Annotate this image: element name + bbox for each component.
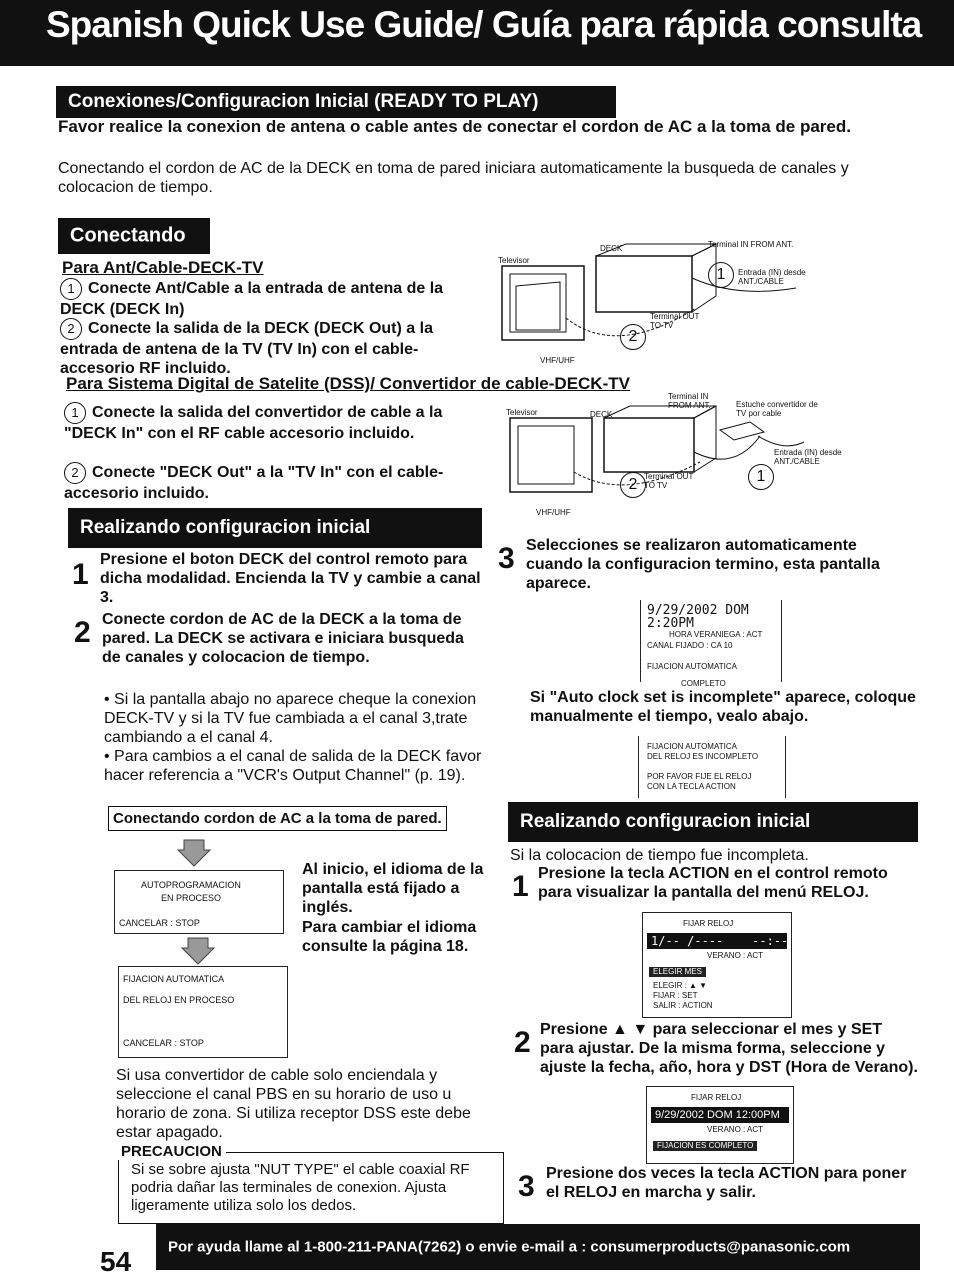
step-marker: 1 — [60, 278, 82, 300]
terminal-in-label: Terminal IN FROM ANT. — [708, 240, 794, 249]
screen-title: FIJAR RELOJ — [683, 919, 734, 928]
step-number: 3 — [498, 542, 515, 575]
setup-heading: Realizando configuracion inicial — [80, 517, 371, 538]
screen-line: FIJACION AUTOMATICA — [647, 742, 737, 751]
setup-step2: Conecte cordon de AC de la DECK a la toma de pared. La DECK se activara e iniciara busqueda de canales y colocacion de tiempo. — [102, 611, 464, 666]
incomplete-note: Si "Auto clock set is incomplete" aparece, coloque manualmente el tiempo, vealo abajo. — [530, 689, 916, 725]
page-number: 54 — [100, 1246, 132, 1277]
caution-text: Si se sobre ajusta "NUT TYPE" el cable coaxial RF podria dañar las terminales de conexion. Ajusta ligeramente utiliza solo los dedos. — [131, 1161, 470, 1214]
screen-line: COMPLETO — [681, 679, 726, 688]
marker-1: 1 — [708, 262, 734, 288]
screen-line: ELEGIR : ▲ ▼ — [653, 981, 708, 990]
step-number: 2 — [514, 1026, 531, 1059]
screen-line: CANCELAR : STOP — [123, 1038, 204, 1048]
step-text: Conecte Ant/Cable a la entrada de antena de la DECK (DECK In) — [60, 280, 444, 318]
screen-line: HORA VERANIEGA : ACT — [669, 630, 763, 639]
diagram-drawing — [496, 238, 826, 373]
conectando-heading: Conectando — [70, 224, 186, 247]
connection-diagram-2 — [504, 392, 850, 517]
entrada-label: Entrada (IN) desde ANT./CABLE — [774, 448, 842, 466]
screen-line: VERANO : ACT — [707, 1125, 764, 1134]
sub2-step1 — [64, 402, 484, 443]
marker-2: 2 — [620, 324, 646, 350]
screen-time: 9/29/2002 DOM 2:20PM — [647, 603, 749, 631]
sub1-step1 — [60, 278, 480, 319]
screen-line: POR FAVOR FIJE EL RELOJ — [647, 772, 752, 781]
autoprogram-screen — [114, 870, 284, 934]
setup-step3: Selecciones se realizaron automaticamente cuando la configuracion termino, esta pantalla aparece. — [526, 537, 880, 592]
step-number: 1 — [72, 558, 89, 591]
setup-step1: Presione el boton DECK del control remoto para dicha modalidad. Encienda la TV y cambie a canal 3. — [100, 551, 481, 606]
marker-1: 1 — [748, 464, 774, 490]
screen-line: CON LA TECLA ACTION — [647, 782, 736, 791]
step-number: 3 — [518, 1170, 535, 1203]
step-marker: 2 — [60, 318, 82, 340]
screen-line: EN PROCESO — [161, 893, 222, 903]
marker-2: 2 — [620, 472, 646, 498]
boxed-heading: Conectando cordon de AC a la toma de pared. — [108, 806, 447, 831]
sub1-step2 — [60, 318, 480, 378]
screen-line: FIJAR : SET — [653, 991, 698, 1000]
setup2-step3: Presione dos veces la tecla ACTION para poner el RELOJ en marcha y salir. — [546, 1165, 907, 1201]
sub2-heading: Para Sistema Digital de Satelite (DSS)/ Convertidor de cable-DECK-TV — [66, 374, 630, 393]
screen-title: FIJAR RELOJ — [691, 1093, 742, 1102]
auto-clock-screen — [118, 966, 288, 1058]
language-note: Al inicio, el idioma de la pantalla está fijado a inglés. — [302, 861, 484, 916]
deck-label: DECK — [600, 244, 623, 253]
conectando-heading-bar — [58, 218, 210, 254]
warning-text: Favor realice la conexion de antena o cable antes de conectar el cordon de AC a la toma de pared. — [58, 117, 851, 136]
intro-text: Conectando el cordon de AC de la DECK en toma de pared iniciara automaticamente la busqueda de canales y colocacion de tiempo. — [58, 160, 849, 196]
tv-label: Televisor — [506, 408, 538, 417]
clock-menu-screen — [642, 912, 792, 1018]
language-note-2: Para cambiar el idioma consulte la página 18. — [302, 919, 477, 955]
estuche-label: Estuche convertidor de TV por cable — [736, 400, 818, 418]
section-heading-bar — [56, 86, 616, 118]
step-text: Conecte la salida del convertidor de cable a la "DECK In" con el RF cable accesorio incluido. — [64, 404, 443, 442]
vhf-label: VHF/UHF — [540, 356, 575, 365]
clock-incomplete-screen — [638, 736, 786, 798]
screen-date: 1/-- /---- --:-- — [647, 933, 787, 949]
screen-line: DEL RELOJ EN PROCESO — [123, 995, 235, 1005]
deck-label: DECK — [590, 410, 613, 419]
tv-label: Televisor — [498, 256, 530, 265]
down-arrow-icon — [176, 838, 212, 868]
entrada-label: Entrada (IN) desde ANT./CABLE — [738, 268, 806, 286]
help-footer-bar — [156, 1224, 920, 1270]
help-text: Por ayuda llame al 1-800-211-PANA(7262) o envie e-mail a : consumerproducts@panasonic.com — [168, 1238, 851, 1256]
setup2-intro: Si la colocacion de tiempo fue incompleta. — [510, 847, 809, 864]
screen-line: FIJACION AUTOMATICA — [123, 974, 225, 984]
screen-line: FIJACION AUTOMATICA — [647, 662, 737, 671]
screen-line: CANCELAR : STOP — [119, 918, 200, 928]
screen-line: VERANO : ACT — [707, 951, 764, 960]
converter-note: Si usa convertidor de cable solo enciendala y seleccione el canal PBS en su horario de uso u horario de zona. Si utiliza receptor DSS este debe estar apagado. — [116, 1067, 471, 1141]
screen-highlight: ELEGIR MES — [649, 967, 706, 977]
terminal-in-label: Terminal IN FROM ANT. — [668, 392, 711, 410]
setup2-step1: Presione la tecla ACTION en el control remoto para visualizar la pantalla del menú RELOJ. — [538, 865, 888, 901]
screen-date: 9/29/2002 DOM 12:00PM — [651, 1107, 789, 1123]
section-heading: Conexiones/Configuracion Inicial (READY TO PLAY) — [68, 91, 539, 112]
connection-diagram-1 — [496, 238, 826, 373]
sub2-step2 — [64, 462, 484, 503]
screen-line: AUTOPROGRAMACION — [141, 880, 241, 890]
page-title-banner — [0, 0, 954, 66]
setup2-heading-bar — [508, 802, 918, 842]
screen-line: CANAL FIJADO : CA 10 — [647, 641, 733, 650]
screen-line: SALIR : ACTION — [653, 1001, 713, 1010]
step-text: Conecte la salida de la DECK (DECK Out) a la entrada de antena de la TV (TV In) con el cable-accesorio RF incluido. — [60, 320, 433, 377]
bullet-list — [104, 690, 488, 785]
config-complete-screen — [640, 600, 782, 688]
bullet-item: • Para cambios a el canal de salida de la DECK favor hacer referencia a "VCR's Output Channel" (p. 19). — [104, 747, 488, 785]
vhf-label: VHF/UHF — [536, 508, 571, 517]
step-marker: 1 — [64, 402, 86, 424]
setup2-heading: Realizando configuracion inicial — [520, 811, 811, 832]
step-marker: 2 — [64, 462, 86, 484]
caution-box — [118, 1143, 504, 1224]
clock-set-screen — [646, 1086, 794, 1164]
step-number: 2 — [74, 616, 91, 649]
screen-highlight: FIJACION ES COMPLETO — [653, 1141, 757, 1151]
down-arrow-icon — [180, 936, 216, 966]
bullet-item: • Si la pantalla abajo no aparece cheque la conexion DECK-TV y si la TV fue cambiada a el canal 3,trate cambiando a el canal 4. — [104, 690, 488, 747]
page-title: Spanish Quick Use Guide/ Guía para rápida consulta — [46, 4, 922, 45]
step-text: Conecte "DECK Out" a la "TV In" con el cable-accesorio incluido. — [64, 464, 444, 502]
setup-heading-bar — [68, 508, 482, 548]
setup2-step2: Presione ▲ ▼ para seleccionar el mes y SET para ajustar. De la misma forma, seleccione y ajuste la fecha, año, hora y DST (Hora de Verano). — [540, 1021, 918, 1076]
sub1-heading: Para Ant/Cable-DECK-TV — [62, 258, 264, 277]
screen-line: DEL RELOJ ES INCOMPLETO — [647, 752, 759, 761]
terminal-out-label: Terminal OUT TO TV — [644, 472, 694, 490]
step-number: 1 — [512, 870, 529, 903]
terminal-out-label: Terminal OUT TO TV — [650, 312, 700, 330]
caution-title: PRECAUCION — [117, 1143, 226, 1160]
